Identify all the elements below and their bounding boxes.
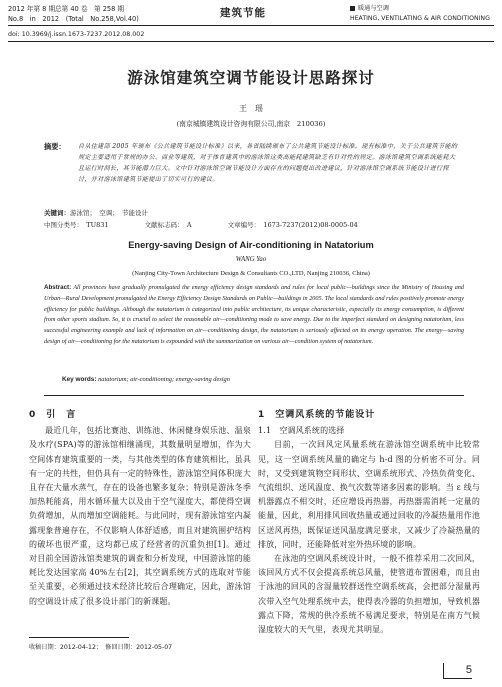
square-bullet-icon	[350, 6, 355, 11]
english-abstract-label: Abstract:	[44, 284, 72, 291]
english-affiliation: (Nanjing City-Town Architecture Design & Consultants CO.,LTD, Nanjing 210036, China)	[132, 270, 370, 277]
received-date: 收稿日期：2012-04-12； 修回日期：2012-05-07	[29, 644, 173, 651]
left-column	[29, 408, 251, 609]
section-info	[350, 4, 490, 24]
english-title: Energy-saving Design of Air-conditioning in Natatorium	[128, 240, 374, 250]
body-paragraph-2: 在泳池的空调风系统设计时，一般不推荐采用二次回风，该回风方式不仅会提高系统总风量，使管道布置困难，而且由于泳池的回风的含湿量较群送性空调系统高，会把部分湿量再次带入空气处理系统中去，使得表冷器的负担增加，导致机器露点下降，常规的供冷系统不易满足要求，特别是在南方气候湿度较大的天气里，表现尤其明显。	[258, 554, 480, 635]
header-rule	[8, 25, 494, 26]
english-abstract	[44, 283, 464, 348]
intro-paragraph: 最近几年，包括比赛池、训练池、休闲健身娱乐池、温泉及水疗(SPA)等的游泳馆相继涌现，其数量明显增加，作为大空间体育建筑重要的一类，与其他类型的体育建筑相比，虽具有一定的共性，但仍具有一定的特殊性，游泳馆空间体积庞大且存在大量水蒸气，存在的设备也繁多复杂；特别是游泳冬季加热耗能高，用水循环量大以及由于空气湿度大，都使得空调负荷增加，从而增加空调能耗。与此同时，现有游泳馆室内凝露现象普遍存在，不仅影响人体舒适感，而且对建筑围护结构的破坏也很严重，这均都已成了经营者的沉重负担[1]。通过对目前全国游泳馆类建筑的调查和分析发现，中国游泳馆的能耗比发达国家高 40%左右[2]，其空调系统方式的选取对节能至关重要，必须通过技术经济比较后合理确定，因此，游泳馆的空调设计成了很多设计部门的新课题。	[29, 426, 251, 606]
paper-title: 游泳馆建筑空调节能设计思路探讨	[127, 69, 375, 87]
doi: doi: 10.3969/j.issn.1673-7237.2012.08.002	[8, 31, 145, 38]
section-heading-intro: 0 引 言	[29, 410, 77, 420]
classification-meta	[44, 220, 392, 229]
body-paragraph-1: 目前，一次回风定风量系统在游泳馆空调系统中比较常见，这一空调系统风量的确定与 h-d 图的分析密不可分。同时，又受到建筑物空间形状、空调系统形式、冷热负荷变化、气流组织、送风温度、换气次数等诸多因素的影响。当 ε 线与机器露点不相交时，还应增设再热器，再热器需消耗一定量的能量，因此，利用排风回收热量或通过回收的冷凝热量用作池区送风再热，既保证送风温度满足要求，又减少了冷凝热量的排放，同时，还能降低对室外热环境的影响。	[258, 440, 480, 549]
issue-line-cn: 2012 年第 8 期总第 40 卷 第 258 期	[8, 5, 124, 13]
author: 王 瑶	[239, 104, 263, 113]
affiliation: (南京城镇建筑设计咨询有限公司,南京 210036)	[176, 120, 326, 128]
journal-issue-info	[8, 4, 139, 24]
section-heading-1: 1 空调风系统的节能设计	[258, 410, 376, 420]
journal-name: 建筑节能	[220, 7, 266, 19]
clc-number: 中图分类号： TU831	[44, 221, 109, 229]
english-author: WANG Yao	[235, 256, 267, 263]
subsection-heading-1-1: 1.1 空调风系统的选择	[258, 426, 345, 436]
english-keywords-text: natatorium; air-conditioning; energy-saving design	[98, 376, 230, 383]
doi-rule	[8, 41, 494, 42]
abstract-label: 摘要：	[44, 142, 66, 151]
section-name-cn: 暖通与空调	[358, 5, 389, 12]
english-abstract-text: All provinces have gradually promulgated the energy efficiency design standards and rules for local public—buildings since the Ministry of Housing and Urban—Rural Development promulgated the Energy Efficiency Design Standards on Public—buildings in 2005. The local standards and rules positively promote energy efficiency for public buildings. Although the natatorium is categorized into public architecture, its unique characteristic, especially its energy consumption, is different from other sports stadium. So, it is crucial to select the reasonable air—conditioning mode to save energy. Due to the imperfect standard on designing natatorium, less successful engineering example and lack of information on air—conditioning design, the natatorium is seriously affected on its energy operation. The energy—saving design of air—conditioning for the natatorium is expounded with the summarization on various air—condition system of natatorium.	[44, 284, 464, 345]
issue-line-en: No.8 in 2012 (Total No.258,Vol.40)	[8, 15, 139, 23]
keywords-text: 游泳馆； 空调； 节能设计	[70, 209, 148, 217]
abstract-end-rule	[44, 395, 464, 396]
keywords-label: 关键词：	[44, 209, 70, 217]
keywords	[44, 208, 148, 217]
page-number: 5	[443, 663, 472, 679]
abstract-text: 自从住建部 2005 年颁布《公共建筑节能设计标准》以来，各省陆续颁布了公共建筑节能设计标准。现有标准中，关于公共建筑节能的规定主要适用于常规的办公、商业等建筑，对于体育建筑中的游泳馆这类高能耗建筑缺乏有针对性的规定。游泳馆建筑空调系统能耗大且运行时间长，其节能潜力巨大。文中针对游泳馆空调节能设计方面存在的问题提出改进建议，针对游泳馆空调系统节能设计进行探讨，并对游泳馆建筑节能提出了切实可行的建议。	[78, 143, 458, 183]
article-number: 文章编号： 1673-7237(2012)08-0005-04	[227, 221, 358, 229]
footnote-rule	[29, 637, 129, 638]
section-name-en: HEATING, VENTILATING & AIR CONDITIONING	[350, 15, 490, 22]
document-code: 文献标志码： A	[144, 221, 192, 229]
right-column	[258, 408, 480, 637]
english-keywords-label: Key words:	[62, 376, 97, 383]
english-keywords	[62, 376, 230, 383]
